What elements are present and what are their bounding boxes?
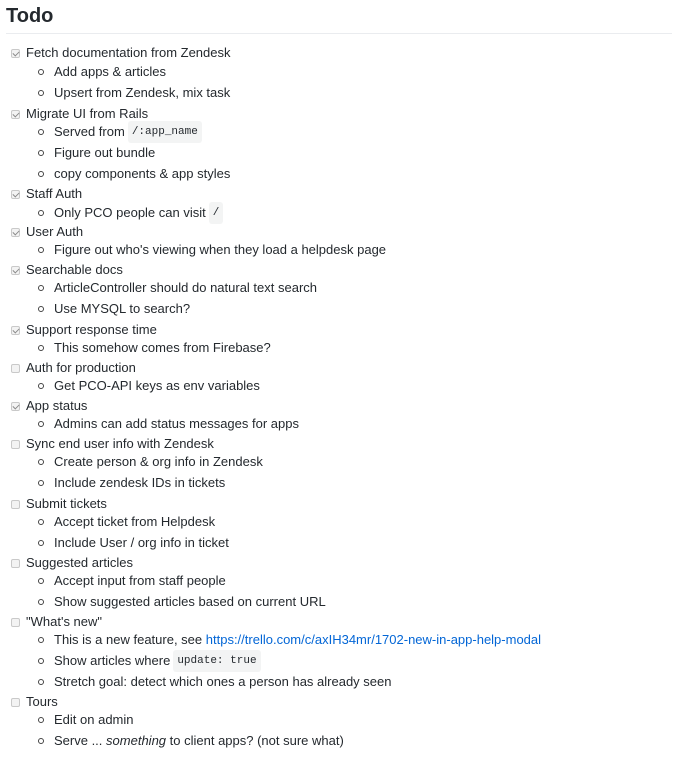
task-item — [11, 43, 231, 63]
subtask-item — [38, 83, 230, 103]
task-checkbox[interactable] — [11, 618, 20, 627]
subtask-text: Serve ... — [54, 733, 103, 748]
task-label: App status — [26, 398, 88, 413]
subtask-text: Upsert from Zendesk, mix task — [54, 85, 231, 100]
task-checkbox[interactable] — [11, 440, 20, 449]
subtask-item — [38, 473, 225, 493]
task-label: Support response time — [26, 322, 157, 337]
subtask-text: Create person & org info in Zendesk — [54, 454, 263, 469]
bullet-icon — [38, 658, 44, 664]
task-label: Tours — [26, 694, 58, 709]
subtask-text: Show suggested articles based on current URL — [54, 594, 326, 609]
task-item — [11, 358, 136, 378]
subtask-text: Use MYSQL to search? — [54, 301, 191, 316]
bullet-icon — [38, 421, 44, 427]
bullet-icon — [38, 738, 44, 744]
task-checkbox[interactable] — [11, 190, 20, 199]
subtask-text: copy components & app styles — [54, 166, 231, 181]
task-item — [11, 553, 133, 573]
bullet-icon — [38, 637, 44, 643]
task-item — [11, 692, 58, 712]
subtask-item — [38, 376, 260, 396]
task-label: User Auth — [26, 224, 84, 239]
task-label: Suggested articles — [26, 555, 133, 570]
subtask-text: to client apps? (not sure what) — [169, 733, 344, 748]
bullet-icon — [38, 90, 44, 96]
task-checkbox[interactable] — [11, 500, 20, 509]
bullet-icon — [38, 540, 44, 546]
inline-code: update: true — [173, 650, 260, 672]
bullet-icon — [38, 599, 44, 605]
inline-code: / — [209, 202, 224, 224]
subtask-item — [38, 533, 229, 553]
task-checkbox[interactable] — [11, 364, 20, 373]
task-item — [11, 104, 148, 124]
title-divider — [6, 33, 672, 34]
task-checkbox[interactable] — [11, 326, 20, 335]
inline-code: /:app_name — [128, 121, 202, 143]
task-label: Searchable docs — [26, 262, 123, 277]
task-label: Fetch documentation from Zendesk — [26, 45, 231, 60]
subtask-item — [38, 630, 541, 650]
task-label: Auth for production — [26, 360, 136, 375]
bullet-icon — [38, 717, 44, 723]
subtask-item — [38, 164, 230, 184]
task-item — [11, 494, 107, 514]
bullet-icon — [38, 210, 44, 216]
subtask-item — [38, 62, 166, 82]
subtask-item — [38, 414, 299, 434]
task-item — [11, 320, 157, 340]
subtask-text: Add apps & articles — [54, 64, 167, 79]
subtask-emphasis: something — [106, 733, 167, 748]
subtask-text: Include User / org info in ticket — [54, 535, 229, 550]
subtask-text: Edit on admin — [54, 712, 134, 727]
trello-link[interactable]: https://trello.com/c/axIH34mr/1702-new-in-app-help-modal — [205, 632, 542, 647]
bullet-icon — [38, 69, 44, 75]
subtask-text: This is a new feature, see — [54, 632, 203, 647]
subtask-text: Get PCO-API keys as env variables — [54, 378, 260, 393]
subtask-text: Stretch goal: detect which ones a person has already seen — [54, 674, 392, 689]
subtask-item — [38, 512, 215, 532]
subtask-item — [38, 278, 317, 298]
bullet-icon — [38, 171, 44, 177]
bullet-icon — [38, 519, 44, 525]
bullet-icon — [38, 285, 44, 291]
subtask-item — [38, 710, 134, 730]
subtask-item — [38, 452, 263, 472]
bullet-icon — [38, 459, 44, 465]
subtask-item — [38, 592, 326, 612]
subtask-item — [38, 571, 226, 591]
task-item — [11, 222, 83, 242]
task-checkbox[interactable] — [11, 49, 20, 58]
subtask-text: This somehow comes from Firebase? — [54, 340, 271, 355]
task-label: Staff Auth — [26, 186, 83, 201]
bullet-icon — [38, 306, 44, 312]
subtask-item — [38, 338, 271, 358]
task-checkbox[interactable] — [11, 266, 20, 275]
subtask-item — [38, 240, 386, 260]
subtask-text: Include zendesk IDs in tickets — [54, 475, 226, 490]
task-label: "What's new" — [26, 614, 103, 629]
subtask-text: Served from — [54, 124, 125, 139]
subtask-text: Show articles where — [54, 653, 171, 668]
bullet-icon — [38, 578, 44, 584]
task-item — [11, 184, 82, 204]
task-item — [11, 434, 214, 454]
bullet-icon — [38, 480, 44, 486]
subtask-item — [38, 651, 264, 671]
task-label: Submit tickets — [26, 496, 107, 511]
subtask-text: Accept ticket from Helpdesk — [54, 514, 216, 529]
subtask-text: Accept input from staff people — [54, 573, 226, 588]
task-item — [11, 612, 102, 632]
task-checkbox[interactable] — [11, 228, 20, 237]
bullet-icon — [38, 383, 44, 389]
subtask-text: Figure out bundle — [54, 145, 156, 160]
subtask-item — [38, 299, 190, 319]
subtask-text: Admins can add status messages for apps — [54, 416, 299, 431]
subtask-item — [38, 143, 155, 163]
bullet-icon — [38, 247, 44, 253]
task-checkbox[interactable] — [11, 402, 20, 411]
subtask-text: Only PCO people can visit — [54, 205, 206, 220]
bullet-icon — [38, 129, 44, 135]
task-item — [11, 260, 123, 280]
subtask-text: Figure out who's viewing when they load a helpdesk page — [54, 242, 387, 257]
task-checkbox[interactable] — [11, 559, 20, 568]
subtask-item — [38, 731, 344, 751]
bullet-icon — [38, 150, 44, 156]
task-label: Migrate UI from Rails — [26, 106, 149, 121]
bullet-icon — [38, 345, 44, 351]
subtask-item — [38, 122, 205, 142]
task-item — [11, 396, 87, 416]
subtask-item — [38, 672, 392, 692]
subtask-text: ArticleController should do natural text search — [54, 280, 318, 295]
page-title: Todo — [6, 5, 54, 27]
task-checkbox[interactable] — [11, 110, 20, 119]
task-checkbox[interactable] — [11, 698, 20, 707]
bullet-icon — [38, 679, 44, 685]
subtask-item — [38, 203, 226, 223]
task-label: Sync end user info with Zendesk — [26, 436, 214, 451]
